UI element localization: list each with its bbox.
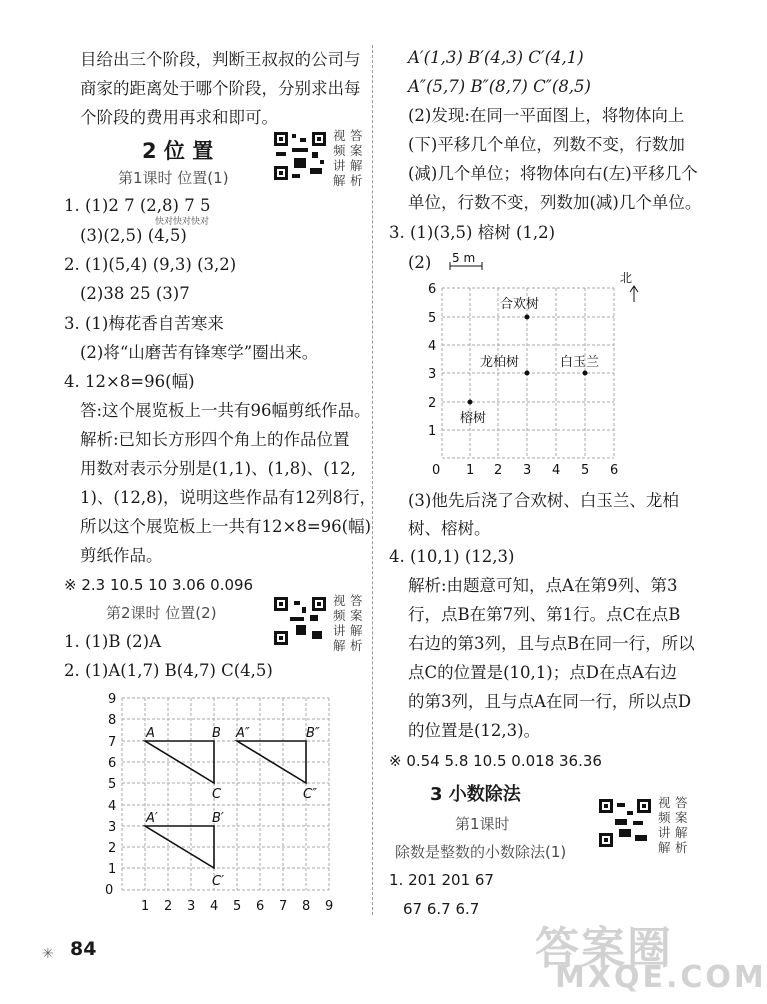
qr-label-5: 视 频 讲 解 <box>658 795 671 855</box>
grid2-x-tick-4: 4 <box>552 463 561 478</box>
q4-line-3: 解析:已知长方形四个角上的作品位置 <box>80 430 350 449</box>
grid2-y-tick-1: 1 <box>428 424 437 439</box>
r2-line-1: (2)发现:在同一平面图上，将物体向上 <box>408 106 685 125</box>
grid1-x-tick-4: 4 <box>210 899 219 914</box>
grid2-y-tick-6: 6 <box>428 282 437 297</box>
point-B1: B′ <box>212 811 224 826</box>
column-divider <box>372 45 373 915</box>
qr-label-2: 答 案 解 析 <box>350 128 363 188</box>
grid2-x-tick-1: 1 <box>466 463 475 478</box>
star-icon <box>40 944 66 962</box>
q1-line-2: (3)(2,5) (4,5) <box>80 226 187 245</box>
grid1-y-tick-1: 1 <box>108 862 117 877</box>
page-number: 84 <box>70 938 97 960</box>
grid1-x-tick-7: 7 <box>279 899 288 914</box>
q4-line-7: 剪纸作品。 <box>80 546 163 565</box>
r2-line-2: (下)平移几个单位，列数不变，行数加 <box>408 135 685 154</box>
grid1-x-tick-2: 2 <box>164 899 173 914</box>
point-C: C <box>212 787 222 802</box>
tree-label-hehuan: 合欢树 <box>500 297 540 312</box>
r2-line-3: (减)几个单位；将物体向右(左)平移几个 <box>408 164 698 183</box>
small-tag: 快对快对快对 <box>155 217 210 227</box>
grid2-y-tick-5: 5 <box>428 311 437 326</box>
tree-grid <box>410 250 690 480</box>
q2-line-2: (2)38 25 (3)7 <box>80 284 190 303</box>
q4-line-2: 答:这个展览板上一共有96幅剪纸作品。 <box>80 401 371 420</box>
watermark-url: MXQE.COM <box>555 960 767 995</box>
grid1-x-tick-1: 1 <box>141 899 150 914</box>
translation-grid <box>100 688 340 920</box>
grid1-y-tick-5: 5 <box>108 777 117 792</box>
q2-line-1: 2. (1)(5,4) (9,3) (3,2) <box>64 255 237 274</box>
point-A: A <box>146 726 155 741</box>
qr-label-6: 答 案 解 析 <box>675 795 688 855</box>
north-label: 北 <box>620 271 633 285</box>
grid2-x-tick-6: 6 <box>610 463 619 478</box>
q4-line-4: 用数对表示分别是(1,1)、(1,8)、(12, <box>80 459 356 478</box>
grid1-x-tick-8: 8 <box>302 899 311 914</box>
q3-line-2: (2)将“山磨苦有锋寒学”圈出来。 <box>80 343 319 362</box>
qr-label-3: 视 频 讲 解 <box>333 593 346 653</box>
grid2-x-tick-0: 0 <box>432 463 441 478</box>
extra-practice-2: ※ 0.54 5.8 10.5 0.018 36.36 <box>389 752 602 770</box>
left-column <box>0 0 377 1004</box>
r4-line-2: 解析:由题意可知，点A在第9列、第3 <box>408 576 678 595</box>
q1-line-1: 1. (1)2 7 (2,8) 7 5 <box>64 196 211 215</box>
section-3-title: 3 小数除法 <box>430 784 521 805</box>
grid1-y-tick-8: 8 <box>108 713 117 728</box>
lesson-2-title: 第2课时 位置(2) <box>106 604 217 622</box>
r5-line-1: 1. 201 201 67 <box>389 871 494 889</box>
q4-line-1: 4. 12×8=96(幅) <box>64 372 195 391</box>
r2-line-4: 单位，行数不变，列数加(减)几个单位。 <box>408 193 702 212</box>
r5-line-2: 67 6.7 6.7 <box>403 900 480 918</box>
r4-line-1: 4. (10,1) (12,3) <box>389 547 515 566</box>
section-title: 2 位 置 <box>142 139 214 163</box>
grid2-y-tick-3: 3 <box>428 367 437 382</box>
lesson-3-title: 第1课时 <box>455 815 510 833</box>
r3-line-1: 3. (1)(3,5) 榕树 (1,2) <box>389 223 556 242</box>
qr-label-1: 视 频 讲 解 <box>333 128 346 188</box>
r4-line-6: 的第3列，且与点A在同一行，所以点D <box>408 692 692 711</box>
scale-label: 5 m <box>452 251 476 265</box>
r4-line-5: 点C的位置是(10,1)；点D在点A右边 <box>408 663 677 682</box>
intro-line-3: 个阶段的费用再求和即可。 <box>80 108 278 127</box>
grid1-x-tick-3: 3 <box>187 899 196 914</box>
point-C1: C′ <box>212 874 225 889</box>
tree-label-longbo: 龙柏树 <box>480 355 520 370</box>
grid1-x-tick-5: 5 <box>233 899 242 914</box>
lesson-1-title: 第1课时 位置(1) <box>118 169 229 187</box>
extra-practice-1: ※ 2.3 10.5 10 3.06 0.096 <box>64 576 254 594</box>
point-B: B <box>212 726 221 741</box>
qr-code-icon[interactable] <box>272 130 328 182</box>
q2-2-line: 2. (1)A(1,7) B(4,7) C(4,5) <box>64 661 273 680</box>
qr-label-4: 答 案 解 析 <box>350 593 363 653</box>
r3-line-2: (2) <box>408 253 432 272</box>
grid1-x-tick-9: 9 <box>325 899 334 914</box>
point-B2: B″ <box>306 726 320 741</box>
q2-1-line: 1. (1)B (2)A <box>64 632 162 651</box>
q3-line-1: 3. (1)梅花香自苦寒来 <box>64 314 224 333</box>
point-A1: A′ <box>146 811 158 826</box>
grid2-y-tick-2: 2 <box>428 396 437 411</box>
intro-line-1: 目给出三个阶段，判断王叔叔的公司与 <box>80 50 361 69</box>
tree-label-rongshu: 榕树 <box>460 411 487 426</box>
lesson-3-subtitle: 除数是整数的小数除法(1) <box>395 843 567 861</box>
grid1-y-tick-3: 3 <box>108 820 117 835</box>
grid1-x-tick-0: 0 <box>105 883 114 898</box>
q4-line-6: 所以这个展览板上一共有12×8=96(幅) <box>80 517 372 536</box>
r4-line-4: 右边的第3列，且与点B在同一行，所以 <box>408 634 695 653</box>
q4-line-5: 1)、(12,8)，说明这些作品有12列8行， <box>80 488 377 507</box>
grid1-y-tick-4: 4 <box>108 799 117 814</box>
point-C2: C″ <box>303 787 317 802</box>
qr-code-icon-2[interactable] <box>272 595 328 647</box>
grid1-y-tick-7: 7 <box>108 735 117 750</box>
grid2-x-tick-2: 2 <box>494 463 503 478</box>
grid1-y-tick-6: 6 <box>108 756 117 771</box>
intro-line-2: 商家的距离处于哪个阶段，分别求出每 <box>80 79 361 98</box>
right-column <box>375 0 720 1004</box>
point-A2: A″ <box>236 726 250 741</box>
r3-3-line-1: (3)他先后浇了合欢树、白玉兰、龙柏 <box>408 491 679 510</box>
r4-line-7: 的位置是(12,3)。 <box>408 721 541 740</box>
grid1-y-tick-9: 9 <box>108 692 117 707</box>
r1-line-1: A′(1,3) B′(4,3) C′(4,1) <box>408 48 584 67</box>
qr-code-icon-3[interactable] <box>597 797 653 849</box>
r1-line-2: A″(5,7) B″(8,7) C″(8,5) <box>408 77 591 96</box>
grid2-x-tick-5: 5 <box>581 463 590 478</box>
grid2-x-tick-3: 3 <box>523 463 532 478</box>
svg-text:✳: ✳ <box>42 946 54 962</box>
grid1-x-tick-6: 6 <box>256 899 265 914</box>
r3-3-line-2: 树、榕树。 <box>408 519 491 538</box>
r4-line-3: 行，点B在第7列、第1行。点C在点B <box>408 605 681 624</box>
grid2-y-tick-4: 4 <box>428 339 437 354</box>
tree-label-baiyulan: 白玉兰 <box>560 355 600 370</box>
grid1-y-tick-2: 2 <box>108 841 117 856</box>
watermark-logo: 答案圈 <box>535 923 673 974</box>
